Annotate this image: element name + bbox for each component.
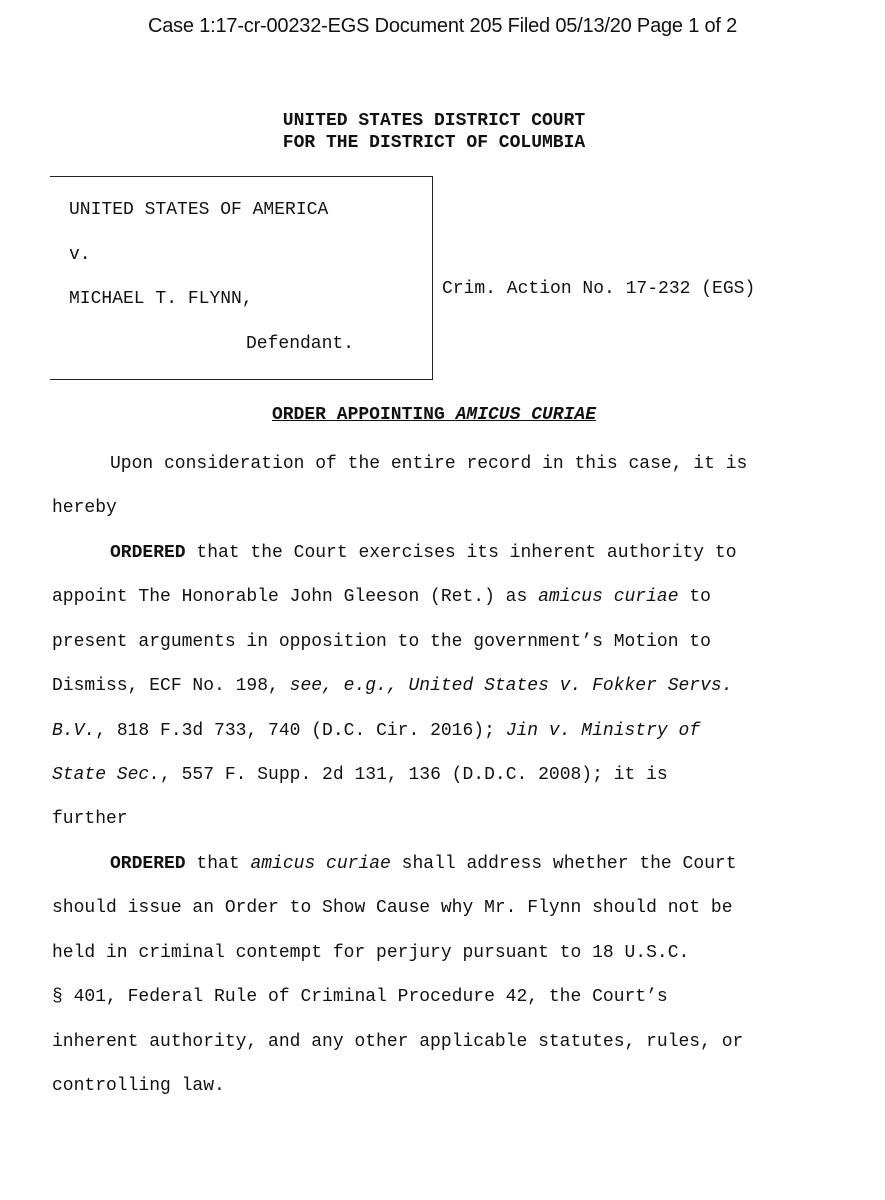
paragraph-2-line-4: Dismiss, ECF No. 198, see, e.g., United States v. Fokker Servs.	[52, 676, 733, 696]
paragraph-2-line-7: further	[52, 809, 128, 829]
court-heading	[0, 110, 868, 154]
paragraph-3-line-4: § 401, Federal Rule of Criminal Procedure 42, the Court’s	[52, 987, 668, 1007]
paragraph-2-line-6: State Sec., 557 F. Supp. 2d 131, 136 (D.D.C. 2008); it is	[52, 765, 668, 785]
court-name: UNITED STATES DISTRICT COURT	[282, 111, 586, 131]
paragraph-2-line-2: appoint The Honorable John Gleeson (Ret.) as amicus curiae to	[52, 587, 711, 607]
order-title-prefix: ORDER APPOINTING	[271, 405, 456, 425]
paragraph-3-line-2: should issue an Order to Show Cause why Mr. Flynn should not be	[52, 898, 733, 918]
filing-header-stamp: Case 1:17-cr-00232-EGS Document 205 Filed 05/13/20 Page 1 of 2	[147, 15, 738, 37]
paragraph-3-line-1: ORDERED that amicus curiae shall address whether the Court	[110, 854, 737, 874]
paragraph-2-line-5: B.V., 818 F.3d 733, 740 (D.C. Cir. 2016); Jin v. Ministry of	[52, 721, 701, 741]
case-caption-box	[50, 176, 433, 380]
ordered-keyword: ORDERED	[110, 543, 186, 563]
ordered-keyword: ORDERED	[110, 854, 186, 874]
caption-defendant-role: Defendant.	[246, 334, 355, 354]
caption-plaintiff: UNITED STATES OF AMERICA	[69, 200, 329, 220]
paragraph-3-line-5: inherent authority, and any other applicable statutes, rules, or	[52, 1032, 744, 1052]
caption-versus: v.	[69, 245, 91, 265]
paragraph-3-line-6: controlling law.	[52, 1076, 225, 1096]
paragraph-2-line-3: present arguments in opposition to the government’s Motion to	[52, 632, 711, 652]
paragraph-1-line-1: Upon consideration of the entire record in this case, it is	[110, 454, 748, 474]
order-title-emphasis: AMICUS CURIAE	[455, 405, 597, 425]
paragraph-3-line-3: held in criminal contempt for perjury pursuant to 18 U.S.C.	[52, 943, 690, 963]
paragraph-1-line-2: hereby	[52, 498, 117, 518]
paragraph-2-line-1: ORDERED that the Court exercises its inherent authority to	[110, 543, 737, 563]
order-title	[0, 405, 868, 425]
case-number: Crim. Action No. 17-232 (EGS)	[442, 279, 756, 299]
court-district: FOR THE DISTRICT OF COLUMBIA	[282, 133, 586, 153]
caption-defendant-name: MICHAEL T. FLYNN,	[69, 289, 253, 309]
